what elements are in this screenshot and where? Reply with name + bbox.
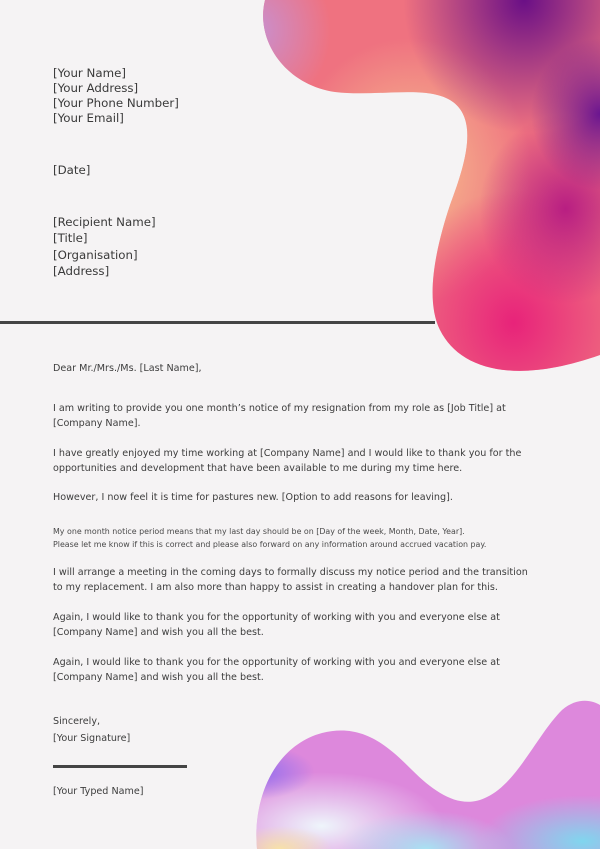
sender-email: [Your Email] (53, 111, 124, 125)
paragraph-line: I will arrange a meeting in the coming days to formally discuss my notice period and the transition (53, 567, 528, 578)
salutation: Dear Mr./Mrs./Ms. [Last Name], (53, 363, 202, 374)
paragraph-line: I am writing to provide you one month’s notice of my resignation from my role as [Job Title] at (53, 403, 506, 414)
paragraph-line: [Company Name] and wish you all the best. (53, 671, 264, 683)
paragraph-gratitude (53, 447, 521, 476)
section-divider (0, 321, 435, 324)
paragraph-reason (53, 491, 453, 506)
paragraph-line: [Company Name]. (53, 417, 141, 429)
decorative-gradient-blob-bottom (252, 695, 600, 849)
typed-name: [Your Typed Name] (53, 786, 144, 797)
paragraph-line: My one month notice period means that my last day should be on [Day of the week, Month, Date, Year]. (53, 527, 465, 536)
paragraph-thanks-repeat (53, 656, 500, 685)
sender-address: [Your Address] (53, 81, 139, 95)
paragraph-line: I have greatly enjoyed my time working at [Company Name] and I would like to thank you for the (53, 448, 522, 459)
recipient-name: [Recipient Name] (53, 215, 156, 229)
recipient-organisation: [Organisation] (53, 247, 138, 262)
paragraph-line: Again, I would like to thank you for the opportunity of working with you and everyone else at (53, 657, 500, 668)
recipient-title: [Title] (53, 231, 88, 246)
recipient-address-block (53, 214, 156, 279)
signature-line (53, 765, 187, 768)
closing-block (53, 713, 130, 747)
recipient-address: [Address] (53, 263, 110, 278)
paragraph-line: to my replacement. I am also more than happy to assist in creating a handover plan for this. (53, 581, 498, 593)
sender-name: [Your Name] (53, 66, 126, 80)
paragraph-line: However, I now feel it is time for pastures new. [Option to add reasons for leaving]. (53, 492, 453, 503)
paragraph-line: Please let me know if this is correct and please also forward on any information around accrued vacation pay. (53, 540, 487, 549)
signature-placeholder: [Your Signature] (53, 733, 131, 744)
paragraph-notice (53, 402, 506, 431)
sender-address-block (53, 66, 179, 126)
paragraph-last-day (53, 525, 486, 551)
sender-phone: [Your Phone Number] (53, 96, 179, 110)
paragraph-thanks (53, 611, 500, 640)
paragraph-line: opportunities and development that have been available to me during my time here. (53, 462, 463, 474)
paragraph-handover (53, 566, 528, 595)
paragraph-line: [Company Name] and wish you all the best. (53, 626, 264, 638)
closing: Sincerely, (53, 716, 101, 727)
letter-date: [Date] (53, 163, 91, 177)
paragraph-line: Again, I would like to thank you for the opportunity of working with you and everyone else at (53, 612, 500, 623)
